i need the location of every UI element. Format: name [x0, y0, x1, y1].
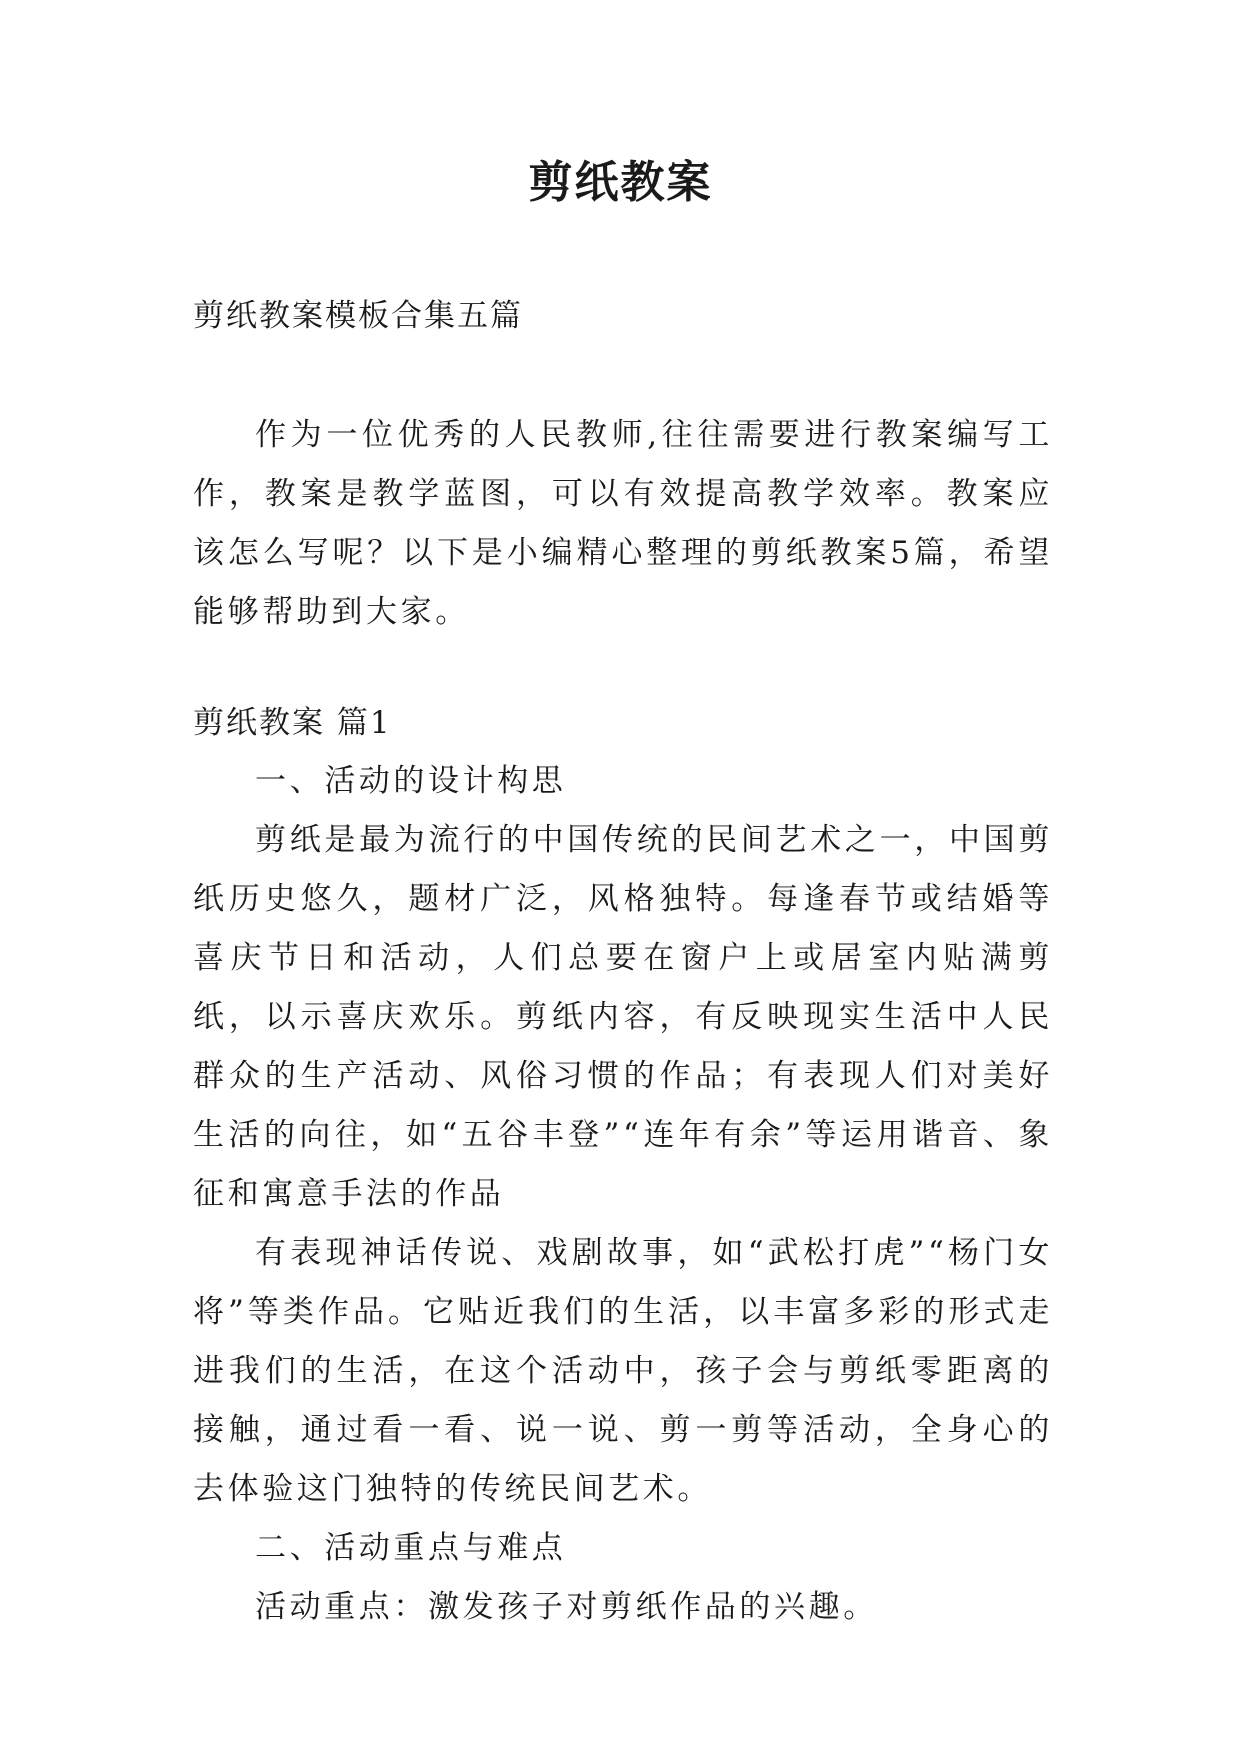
subheading-design-concept: 一、活动的设计构思 [255, 763, 567, 799]
subheading-key-points: 二、活动重点与难点 [255, 1530, 567, 1566]
document-title: 剪纸教案 [528, 157, 713, 208]
body-paragraph: 有表现神话传说、戏剧故事，如“武松打虎”“杨门女将”等类作品。它贴近我们的生活，以丰富多彩的形式走进我们的生活，在这个活动中，孩子会与剪纸零距离的接触，通过看一看、说一说、剪一剪等活动，全身心的去体验这门独特的传统民间艺术。 [193, 1235, 1053, 1507]
intro-paragraph: 作为一位优秀的人民教师,往往需要进行教案编写工作，教案是教学蓝图，可以有效提高教学效率。教案应该怎么写呢？以下是小编精心整理的剪纸教案5篇，希望能够帮助到大家。 [193, 417, 1053, 630]
body-paragraph: 剪纸是最为流行的中国传统的民间艺术之一，中国剪纸历史悠久，题材广泛，风格独特。每逢春节或结婚等喜庆节日和活动，人们总要在窗户上或居室内贴满剪纸，以示喜庆欢乐。剪纸内容，有反映现实生活中人民群众的生产活动、风俗习惯的作品；有表现人们对美好生活的向往，如“五谷丰登”“连年有余”等运用谐音、象征和寓意手法的作品 [193, 822, 1053, 1212]
body-paragraph: 活动重点：激发孩子对剪纸作品的兴趣。 [255, 1589, 878, 1625]
section-heading: 剪纸教案 篇1 [193, 705, 392, 741]
section-body [193, 752, 1053, 1637]
document-subtitle: 剪纸教案模板合集五篇 [193, 298, 523, 334]
